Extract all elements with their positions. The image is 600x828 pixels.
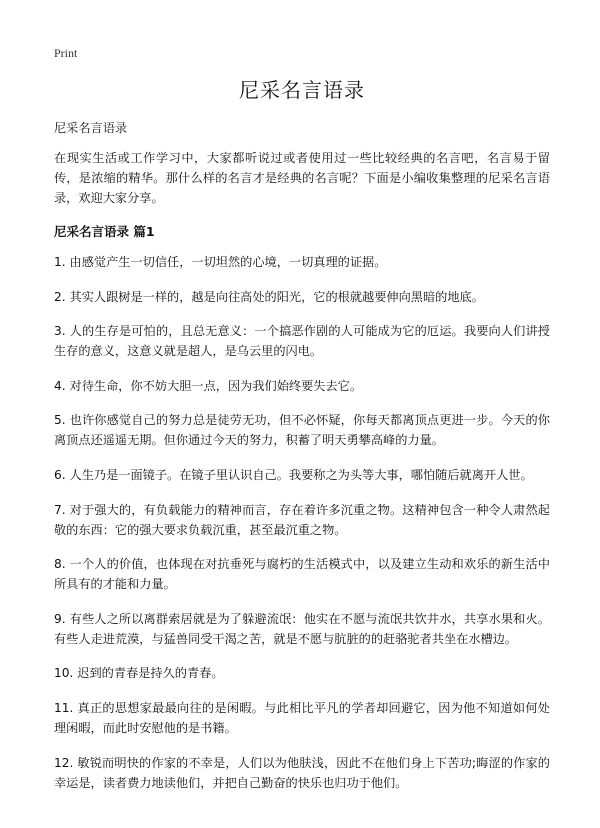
quote-list — [54, 252, 550, 793]
print-link[interactable]: Print — [54, 46, 78, 60]
quote-item: 4. 对待生命，你不妨大胆一点，因为我们始终要失去它。 — [54, 378, 363, 393]
quote-item: 10. 迟到的青春是持久的青春。 — [54, 666, 224, 681]
document-body — [54, 76, 550, 807]
quote-item: 7. 对于强大的，有负载能力的精神而言，存在着许多沉重之物。这精神包含一种令人肃然起敬的东西：它的强大要求负载沉重，甚至最沉重之物。 — [54, 502, 550, 537]
quote-item: 5. 也许你感觉自己的努力总是徒劳无功，但不必怀疑，你每天都离顶点更进一步。今天的你离顶点还遥遥无期。但你通过今天的努力，积蓄了明天勇攀高峰的力量。 — [54, 413, 550, 448]
page-title: 尼采名言语录 — [239, 78, 365, 102]
quote-item: 3. 人的生存是可怕的，且总无意义：一个搞恶作剧的人可能成为它的厄运。我要向人们讲授生存的意义，这意义就是超人，是乌云里的闪电。 — [54, 324, 550, 359]
document-subtitle: 尼采名言语录 — [54, 121, 128, 135]
quote-item: 12. 敏锐而明快的作家的不幸是，人们以为他肤浅，因此不在他们身上下苦功;晦涩的作家的幸运是，读者费力地读他们，并把自己勤奋的快乐也归功于他们。 — [54, 755, 550, 790]
quote-item: 6. 人生乃是一面镜子。在镜子里认识自己。我要称之为头等大事，哪怕随后就离开人世。 — [54, 467, 533, 482]
quote-item: 9. 有些人之所以离群索居就是为了躲避流氓：他实在不愿与流氓共饮井水，共享水果和火。有些人走进荒漠，与猛兽同受干渴之苦，就是不愿与肮脏的的赶骆驼者共坐在水槽边。 — [54, 611, 550, 646]
section-heading: 尼采名言语录 篇1 — [54, 224, 155, 239]
intro-paragraph: 在现实生活或工作学习中，大家都听说过或者使用过一些比较经典的名言吧，名言易于留传，是浓缩的精华。那什么样的名言才是经典的名言呢？下面是小编收集整理的尼采名言语录，欢迎大家分享。 — [54, 151, 550, 205]
quote-item: 1. 由感觉产生一切信任，一切坦然的心境，一切真理的证据。 — [54, 255, 387, 269]
quote-item: 11. 真正的思想家最最向往的是闲暇。与此相比平凡的学者却回避它，因为他不知道如何处理闲暇，而此时安慰他的是书籍。 — [54, 700, 550, 735]
quote-item: 2. 其实人跟树是一样的，越是向往高处的阳光，它的根就越要伸向黑暗的地底。 — [54, 289, 484, 304]
quote-item: 8. 一个人的价值，也体现在对抗垂死与腐朽的生活模式中，以及建立生动和欢乐的新生活中所具有的才能和力量。 — [54, 557, 550, 592]
